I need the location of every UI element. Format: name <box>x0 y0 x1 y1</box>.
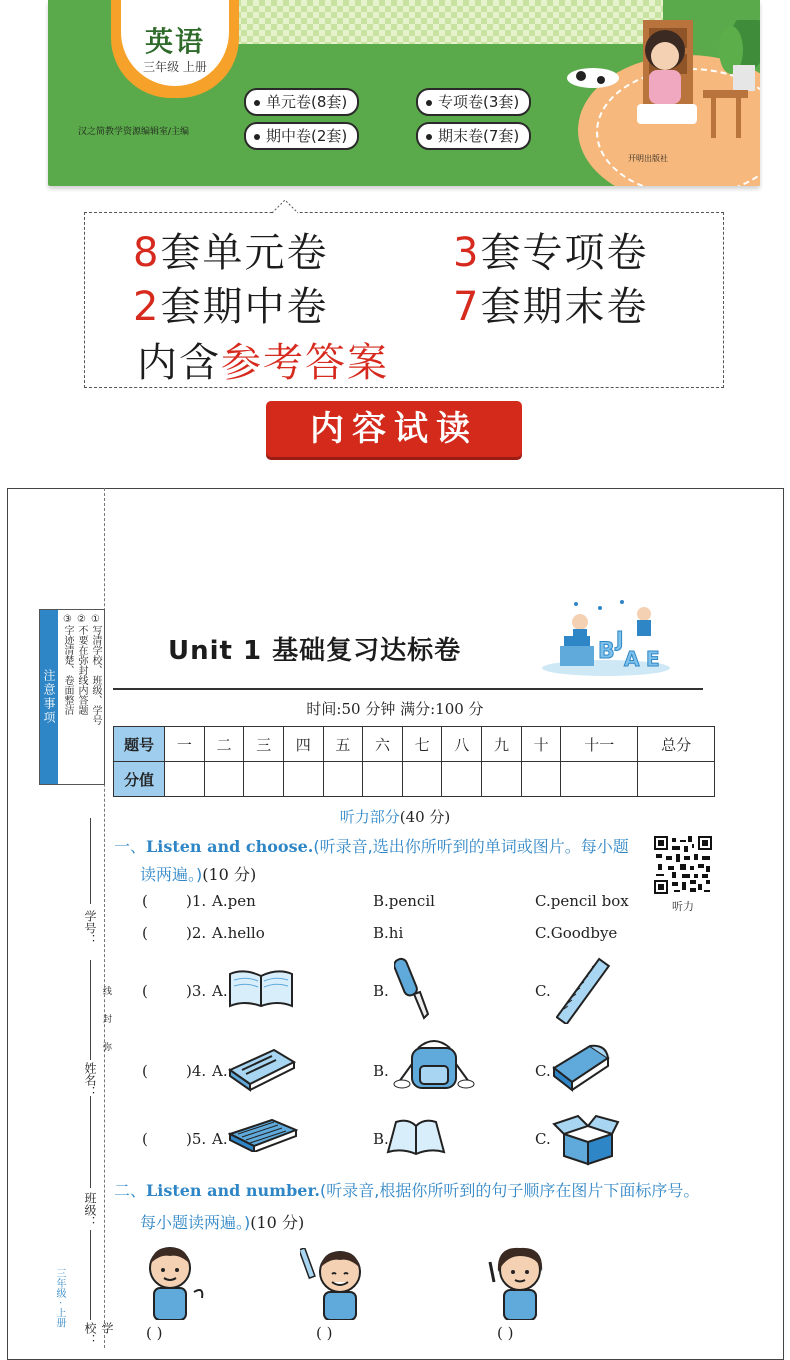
question-number: )5. <box>186 1130 207 1148</box>
feature-box <box>84 212 724 388</box>
school-label: 学校： <box>83 1322 114 1346</box>
feature-midterm-tests: 2套期中卷 <box>133 284 329 330</box>
score-col: 十 <box>521 727 561 762</box>
score-cell[interactable] <box>283 762 323 797</box>
subject-badge <box>111 0 239 98</box>
score-col: 九 <box>482 727 522 762</box>
score-cell[interactable] <box>482 762 522 797</box>
score-cell[interactable] <box>561 762 638 797</box>
qr-code-icon[interactable] <box>654 836 712 894</box>
question-number: )1. <box>186 892 207 910</box>
option-a: A. <box>212 982 228 1000</box>
feature-unit-tests: 8套单元卷 <box>133 230 329 276</box>
score-cell[interactable] <box>165 762 205 797</box>
feature-special-tests: 3套专项卷 <box>453 230 649 276</box>
score-cell[interactable] <box>204 762 244 797</box>
grade-label: 三年级 上册 <box>143 60 207 74</box>
score-cell[interactable] <box>363 762 403 797</box>
score-cell[interactable] <box>442 762 482 797</box>
schoolbag-icon <box>392 1036 476 1094</box>
score-table-row-numbers <box>114 727 715 762</box>
closed-pencil-box-icon <box>228 1118 298 1152</box>
answer-paren[interactable]: ( <box>142 924 148 942</box>
editor-credit: 汉之简教学资源编辑室/主编 <box>78 127 190 137</box>
title-divider <box>113 688 703 690</box>
student-number-label: 学号： <box>83 910 97 946</box>
option-b: B.pencil <box>373 892 435 910</box>
student-number-line <box>90 818 91 904</box>
option-a: A. <box>212 1062 228 1080</box>
book-icon <box>228 966 294 1010</box>
bullet-icon <box>254 134 260 140</box>
fountain-pen-icon <box>394 954 432 1024</box>
open-book-icon <box>386 1118 446 1158</box>
bullet-icon <box>254 100 260 106</box>
seal-char-mi: 弥 <box>101 1042 111 1051</box>
svg-text:J: J <box>616 627 624 651</box>
score-col: 三 <box>244 727 284 762</box>
svg-text:E: E <box>646 647 660 671</box>
ruler-icon <box>556 956 612 1024</box>
option-b: B.hi <box>373 924 404 942</box>
qr-label: 听力 <box>672 900 694 913</box>
score-cell[interactable] <box>521 762 561 797</box>
notice-line-1: ①写清学校、班级、学号 <box>90 614 101 725</box>
question-number: )4. <box>186 1062 207 1080</box>
score-table <box>113 726 715 797</box>
score-table-row-values <box>114 762 715 797</box>
option-c: C. <box>535 1062 551 1080</box>
answer-blank-3[interactable]: ( ) <box>497 1324 514 1342</box>
pill-unit-tests: 单元卷(8套) <box>244 88 359 116</box>
score-col: 十一 <box>561 727 638 762</box>
score-col: 七 <box>402 727 442 762</box>
publisher-name: 开明出版社 <box>628 154 668 163</box>
answer-paren[interactable]: ( <box>142 982 148 1000</box>
notice-box <box>39 609 105 785</box>
bullet-icon <box>426 100 432 106</box>
open-box-icon <box>552 1112 620 1166</box>
score-cell[interactable] <box>638 762 715 797</box>
listening-section-heading: 听力部分(40 分) <box>339 808 451 826</box>
boy-with-bag-picture <box>138 1242 212 1320</box>
score-col: 五 <box>323 727 363 762</box>
feature-answers-included: 内含参考答案 <box>137 340 389 386</box>
box-notch-icon <box>272 198 298 214</box>
score-cell[interactable] <box>323 762 363 797</box>
answer-paren[interactable]: ( <box>142 1062 148 1080</box>
score-col: 一 <box>165 727 205 762</box>
section-2-title: 二、Listen and number.(听录音,根据你所听到的句子顺序在图片下面标序号。 <box>114 1181 700 1200</box>
option-a: A.hello <box>212 924 265 942</box>
boy-with-ruler-picture <box>300 1248 376 1320</box>
score-cell[interactable] <box>244 762 284 797</box>
pill-final-tests: 期末卷(7套) <box>416 122 531 150</box>
score-col-total: 总分 <box>638 727 715 762</box>
section-1-title: 一、Listen and choose.(听录音,选出你所听到的单词或图片。每小题 <box>114 837 629 856</box>
seal-char-seal: 封 <box>101 1014 111 1023</box>
pencil-box-open-icon <box>226 1044 298 1092</box>
svg-text:A: A <box>624 647 640 671</box>
option-a: A. <box>212 1130 228 1148</box>
class-label: 班级： <box>83 1192 97 1228</box>
book-cover-strip <box>48 0 760 186</box>
pill-midterm-tests: 期中卷(2套) <box>244 122 359 150</box>
girl-pointing-picture <box>484 1242 552 1320</box>
score-table-head: 题号 <box>114 727 165 762</box>
name-line <box>90 1096 91 1188</box>
answer-blank-1[interactable]: ( ) <box>146 1324 163 1342</box>
score-col: 四 <box>283 727 323 762</box>
seal-char-line: 线 <box>101 986 111 995</box>
notice-line-3: ③字迹清楚、卷面整洁 <box>62 614 73 715</box>
closed-pencil-case-icon <box>550 1038 612 1096</box>
option-c: C. <box>535 1130 551 1148</box>
feature-final-tests: 7套期末卷 <box>453 284 649 330</box>
name-label: 姓名： <box>83 1062 97 1098</box>
notice-heading: 注意事项 <box>40 610 58 784</box>
answer-paren[interactable]: ( <box>142 892 148 910</box>
score-cell[interactable] <box>402 762 442 797</box>
option-a: A.pen <box>212 892 256 910</box>
section-2-title-line2: 每小题读两遍。)(10 分) <box>140 1213 305 1232</box>
option-c: C.Goodbye <box>535 924 618 942</box>
score-col: 二 <box>204 727 244 762</box>
svg-text:B: B <box>598 639 615 664</box>
content-preview-button[interactable]: 内容试读 <box>266 401 522 457</box>
question-number: )3. <box>186 982 207 1000</box>
option-b: B. <box>373 982 389 1000</box>
student-number-line-2 <box>90 960 91 1060</box>
section-1-title-line2: 读两遍。)(10 分) <box>140 865 257 884</box>
question-number: )2. <box>186 924 207 942</box>
score-table-value-head: 分值 <box>114 762 165 797</box>
series-label: 三年级 · 上册 <box>54 1268 65 1328</box>
score-col: 六 <box>363 727 403 762</box>
option-b: B. <box>373 1062 389 1080</box>
kids-abc-illustration <box>540 596 672 678</box>
score-col: 八 <box>442 727 482 762</box>
option-b: B. <box>373 1130 389 1148</box>
class-line <box>90 1230 91 1320</box>
pill-special-tests: 专项卷(3套) <box>416 88 531 116</box>
answer-blank-2[interactable]: ( ) <box>316 1324 333 1342</box>
time-and-score-info: 时间:50 分钟 满分:100 分 <box>306 700 484 718</box>
answer-paren[interactable]: ( <box>142 1130 148 1148</box>
option-c: C.pencil box <box>535 892 629 910</box>
subject-title: 英语 <box>144 25 205 58</box>
option-c: C. <box>535 982 551 1000</box>
notice-line-2: ②不要在弥封线内答题 <box>76 614 87 715</box>
bullet-icon <box>426 134 432 140</box>
exam-title: Unit 1 基础复习达标卷 <box>168 636 462 666</box>
girl-drawing-illustration <box>553 20 760 170</box>
